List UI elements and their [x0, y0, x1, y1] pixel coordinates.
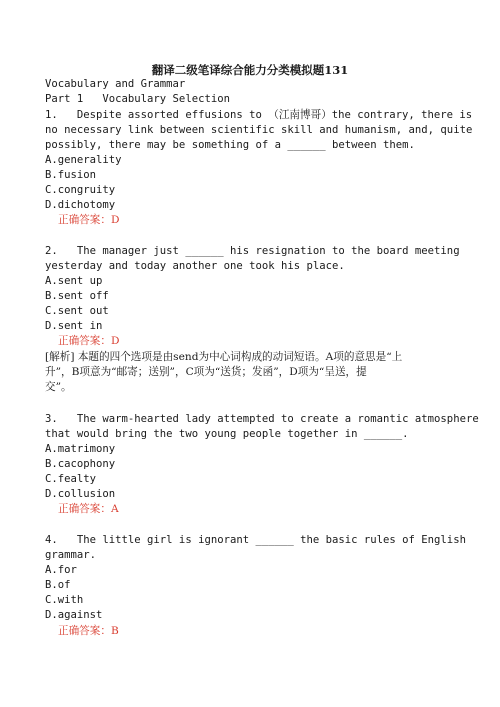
option-d: D.sent in: [45, 320, 103, 332]
option-c: C.sent out: [45, 305, 109, 317]
option-a: A.matrimony: [45, 443, 116, 455]
option-d: D.dichotomy: [45, 199, 116, 211]
analysis-line: 升”，B项意为“邮寄；送别”，C项为“送货；发函”，D项为“呈送，提: [45, 366, 367, 378]
question-text-line: 3. The warm-hearted lady attempted to create a romantic atmosphere: [45, 413, 479, 425]
option-b: B.cacophony: [45, 458, 116, 470]
question-text-line: no necessary link between scientific skill and humanism, and, quite: [45, 124, 473, 136]
option-d: D.against: [45, 609, 103, 621]
analysis-line: [解析] 本题的四个选项是由send为中心词构成的动词短语。A项的意思是“上: [45, 351, 403, 363]
section-heading: Vocabulary and Grammar: [45, 78, 186, 90]
question-text-line: grammar.: [45, 549, 97, 561]
correct-answer: 正确答案：D: [58, 214, 120, 226]
question-text-line: 1. Despite assorted effusions to （江南博哥）the contrary, there is: [45, 109, 473, 121]
option-a: A.for: [45, 564, 77, 576]
correct-answer: 正确答案：B: [58, 625, 119, 637]
option-c: C.with: [45, 594, 84, 606]
option-b: B.fusion: [45, 169, 97, 181]
option-a: A.generality: [45, 154, 122, 166]
question-text-line: 4. The little girl is ignorant ______ the basic rules of English: [45, 534, 466, 546]
question-text-line: yesterday and today another one took his place.: [45, 260, 345, 272]
part-heading: Part 1 Vocabulary Selection: [45, 93, 230, 105]
question-text-line: 2. The manager just ______ his resignation to the board meeting: [45, 245, 460, 257]
option-c: C.fealty: [45, 473, 97, 485]
page-title: 翻译二级笔译综合能力分类模拟题131: [151, 63, 349, 77]
question-text-line: that would bring the two young people together in ______.: [45, 428, 409, 440]
option-c: C.congruity: [45, 184, 116, 196]
option-b: B.of: [45, 579, 71, 591]
correct-answer: 正确答案：D: [58, 335, 120, 347]
question-text-line: possibly, there may be something of a ______ between them.: [45, 139, 415, 151]
option-b: B.sent off: [45, 290, 109, 302]
analysis-line: 交”。: [45, 381, 72, 393]
correct-answer: 正确答案：A: [58, 503, 119, 515]
option-d: D.collusion: [45, 488, 116, 500]
option-a: A.sent up: [45, 275, 103, 287]
